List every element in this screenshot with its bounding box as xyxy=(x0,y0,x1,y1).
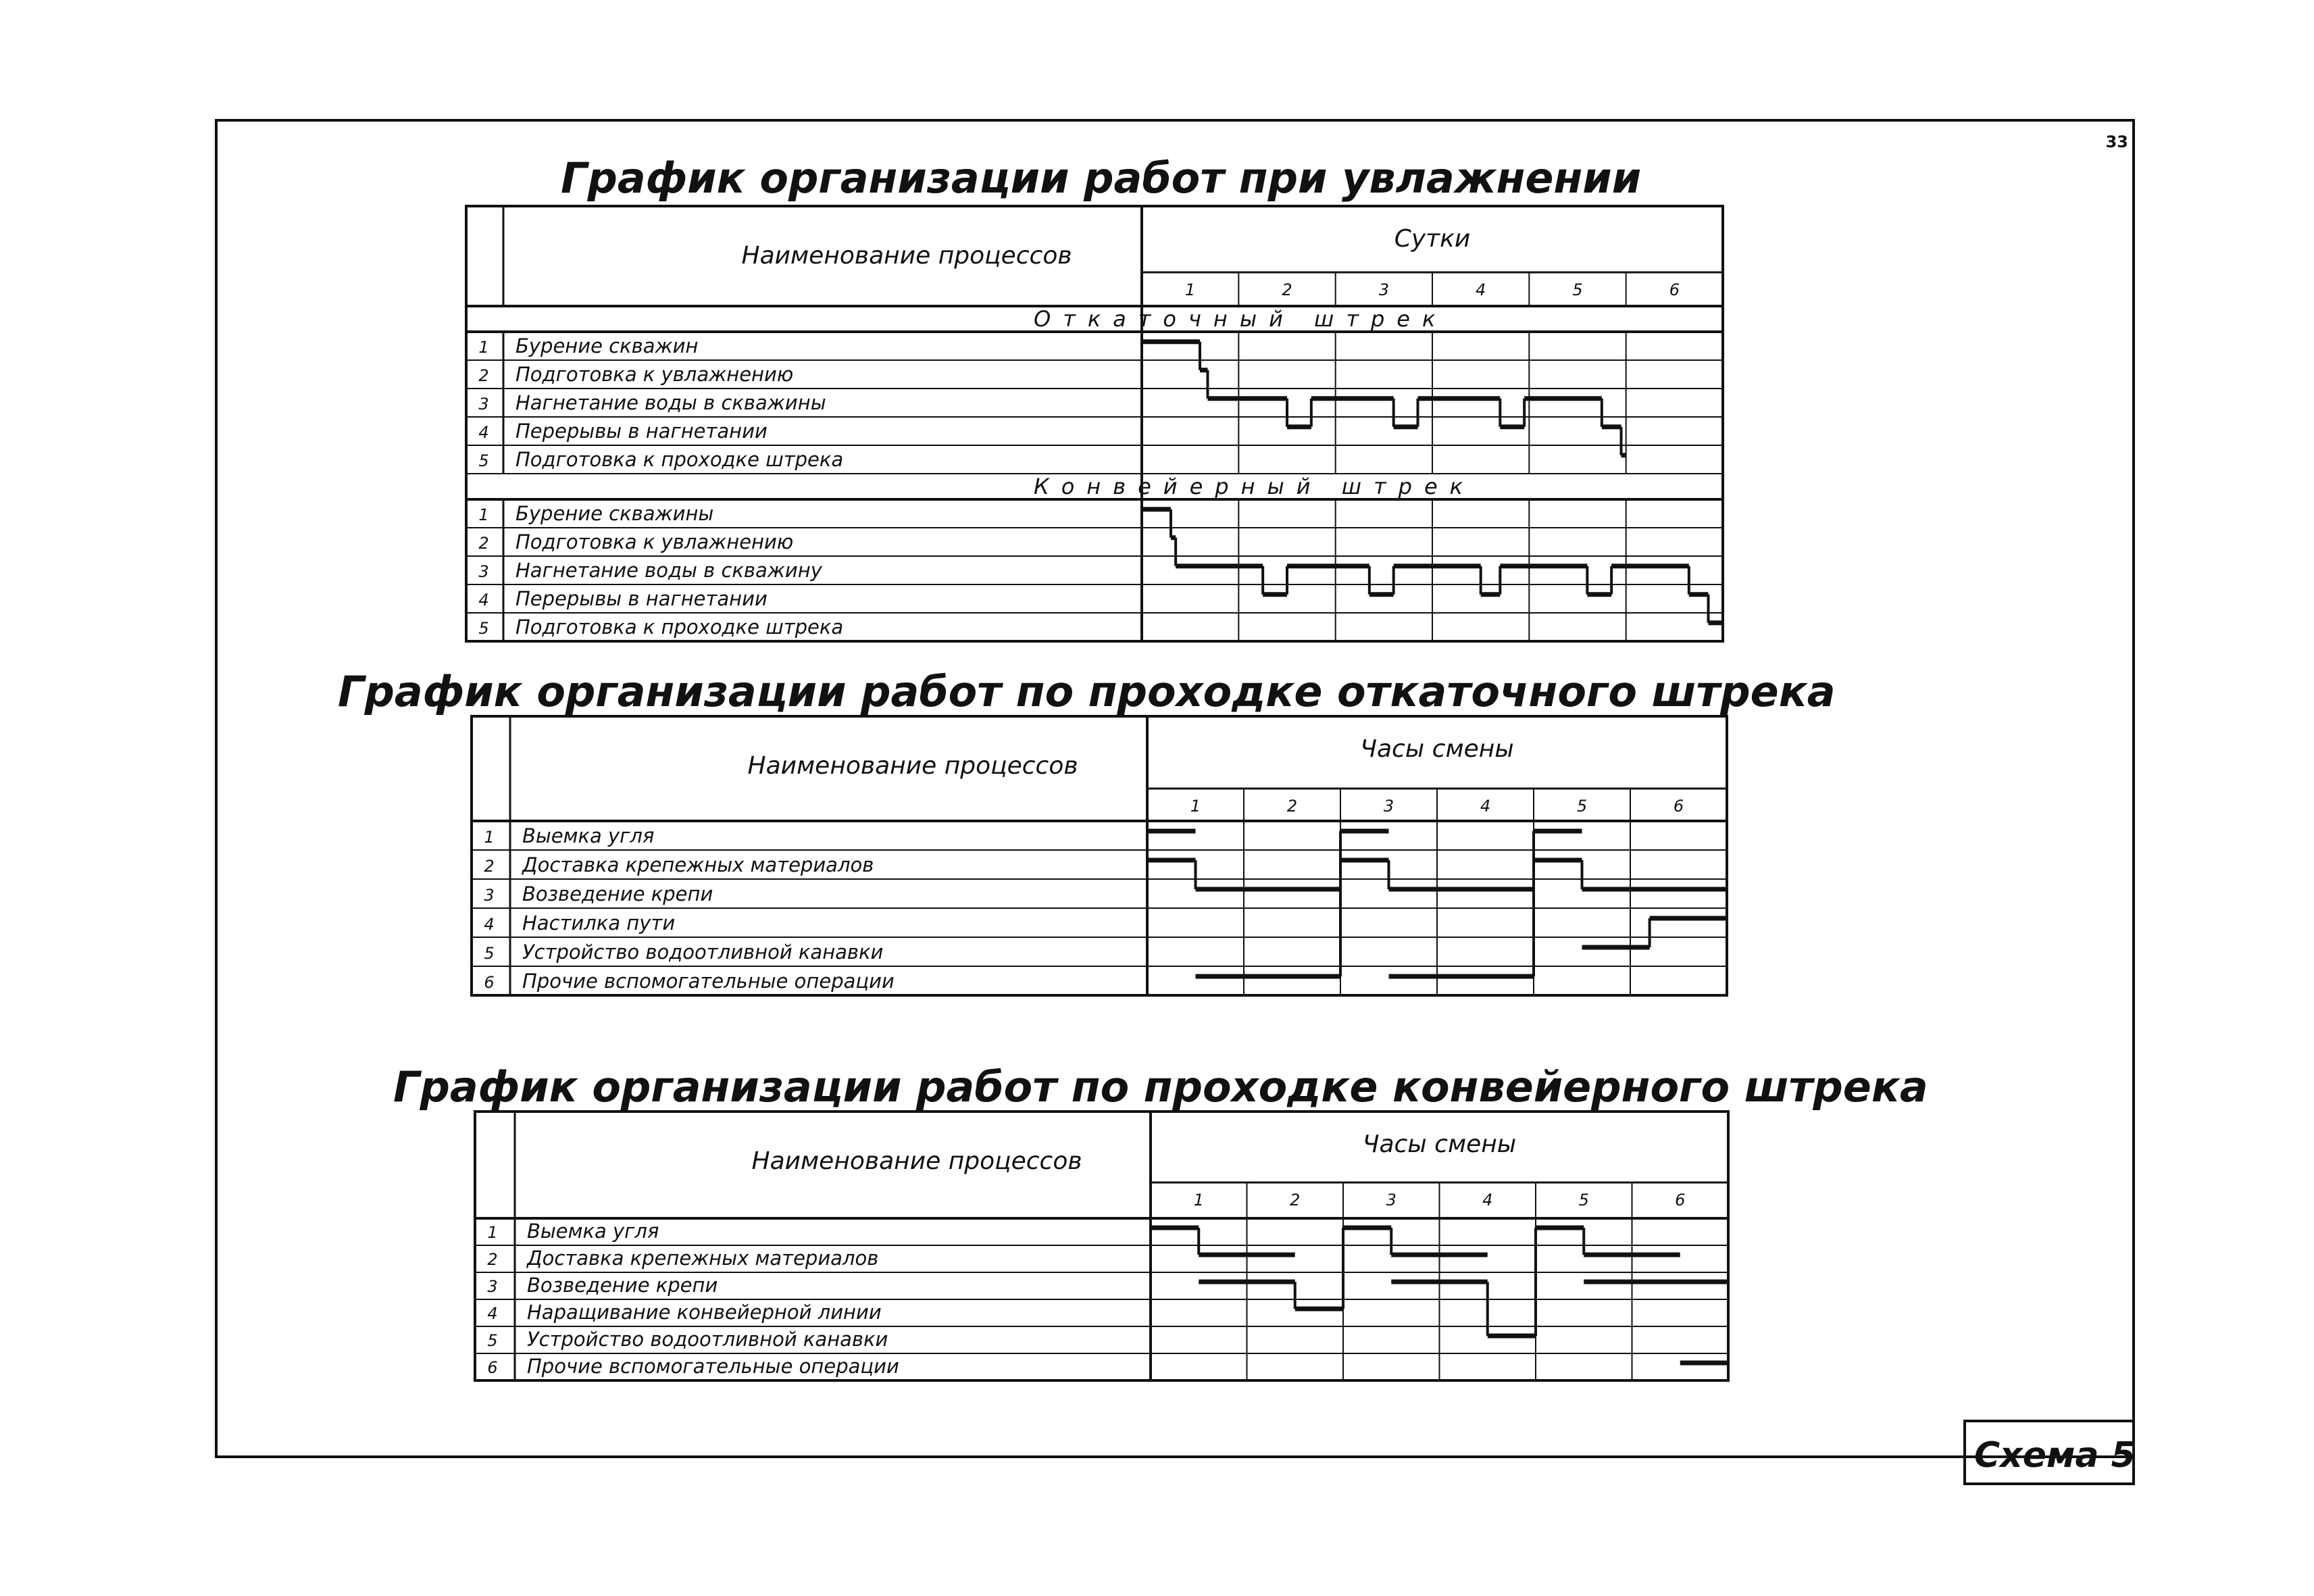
column-number: 1 xyxy=(1193,1191,1204,1210)
schedule-chart-conveyor xyxy=(393,1062,1928,1380)
chart-title: График организации работ по проходке конвейерного штрека xyxy=(393,1062,1928,1112)
header-process-names: Наименование процессов xyxy=(751,1147,1082,1175)
header-time-units: Часы смены xyxy=(1362,1130,1517,1158)
section-title: Откаточный штрек xyxy=(1034,306,1448,332)
process-label: Доставка крепежных материалов xyxy=(522,853,874,876)
column-number: 4 xyxy=(1480,797,1491,816)
section-title: Конвейерный штрек xyxy=(1034,474,1475,499)
row-number: 6 xyxy=(484,973,495,992)
process-label: Нагнетание воды в скважины xyxy=(515,391,826,414)
row-number: 4 xyxy=(484,915,495,934)
column-number: 5 xyxy=(1572,280,1583,299)
column-number: 1 xyxy=(1190,797,1201,816)
row-number: 3 xyxy=(484,886,495,905)
process-label: Выемка угля xyxy=(527,1220,659,1243)
column-number: 6 xyxy=(1675,1191,1686,1210)
row-number: 1 xyxy=(484,828,495,847)
chart-title: График организации работ по проходке откаточного штрека xyxy=(338,667,1836,716)
process-label: Подготовка к увлажнению xyxy=(515,530,794,553)
row-number: 4 xyxy=(487,1304,498,1323)
row-number: 2 xyxy=(478,366,489,385)
row-number: 2 xyxy=(478,534,489,553)
header-process-names: Наименование процессов xyxy=(741,242,1072,270)
row-number: 6 xyxy=(487,1358,498,1377)
process-label: Бурение скважины xyxy=(515,502,714,525)
process-label: Устройство водоотливной канавки xyxy=(522,941,884,964)
row-number: 1 xyxy=(478,338,489,357)
stamp-label: Схема 5 xyxy=(1974,1435,2136,1476)
process-label: Возведение крепи xyxy=(527,1274,718,1297)
process-label: Прочие вспомогательные операции xyxy=(527,1355,899,1378)
row-number: 4 xyxy=(478,591,489,609)
row-number: 4 xyxy=(478,423,489,442)
page-number: 33 xyxy=(2105,132,2128,151)
process-label: Перерывы в нагнетании xyxy=(515,420,768,443)
row-number: 2 xyxy=(487,1250,498,1269)
row-number: 5 xyxy=(478,619,489,638)
row-number: 1 xyxy=(478,505,489,524)
column-number: 3 xyxy=(1383,797,1394,816)
chart-title: График организации работ при увлажнении xyxy=(561,153,1642,203)
schedule-chart-wetting xyxy=(466,153,1723,641)
column-number: 2 xyxy=(1290,1191,1301,1210)
process-label: Подготовка к увлажнению xyxy=(515,363,794,386)
row-number: 3 xyxy=(478,395,489,414)
row-number: 3 xyxy=(478,562,489,581)
column-number: 1 xyxy=(1185,280,1196,299)
row-number: 2 xyxy=(484,857,495,876)
column-number: 4 xyxy=(1482,1191,1493,1210)
column-number: 6 xyxy=(1673,797,1684,816)
process-label: Наращивание конвейерной линии xyxy=(527,1301,882,1324)
column-number: 2 xyxy=(1282,280,1292,299)
process-label: Устройство водоотливной канавки xyxy=(527,1328,888,1351)
process-label: Настилка пути xyxy=(522,912,676,934)
row-number: 5 xyxy=(484,944,495,963)
process-label: Бурение скважин xyxy=(515,334,699,357)
process-label: Прочие вспомогательные операции xyxy=(522,970,895,993)
row-number: 5 xyxy=(487,1331,498,1350)
process-label: Возведение крепи xyxy=(522,882,713,905)
row-number: 5 xyxy=(478,451,489,470)
schedule-chart-haulage xyxy=(338,667,1836,995)
process-label: Подготовка к проходке штрека xyxy=(515,616,844,639)
process-label: Выемка угля xyxy=(522,824,655,847)
process-label: Нагнетание воды в скважину xyxy=(515,559,822,582)
process-label: Перерывы в нагнетании xyxy=(515,587,768,610)
header-time-units: Часы смены xyxy=(1360,735,1514,763)
column-number: 5 xyxy=(1576,797,1588,816)
header-time-units: Сутки xyxy=(1394,225,1471,253)
process-label: Подготовка к проходке штрека xyxy=(515,448,844,471)
column-number: 5 xyxy=(1578,1191,1589,1210)
row-number: 1 xyxy=(487,1223,498,1242)
column-number: 6 xyxy=(1669,280,1680,299)
column-number: 2 xyxy=(1286,797,1298,816)
column-number: 4 xyxy=(1476,280,1486,299)
row-number: 3 xyxy=(487,1277,498,1296)
column-number: 3 xyxy=(1378,280,1389,299)
process-label: Доставка крепежных материалов xyxy=(527,1247,879,1270)
header-process-names: Наименование процессов xyxy=(747,752,1078,780)
column-number: 3 xyxy=(1386,1191,1397,1210)
